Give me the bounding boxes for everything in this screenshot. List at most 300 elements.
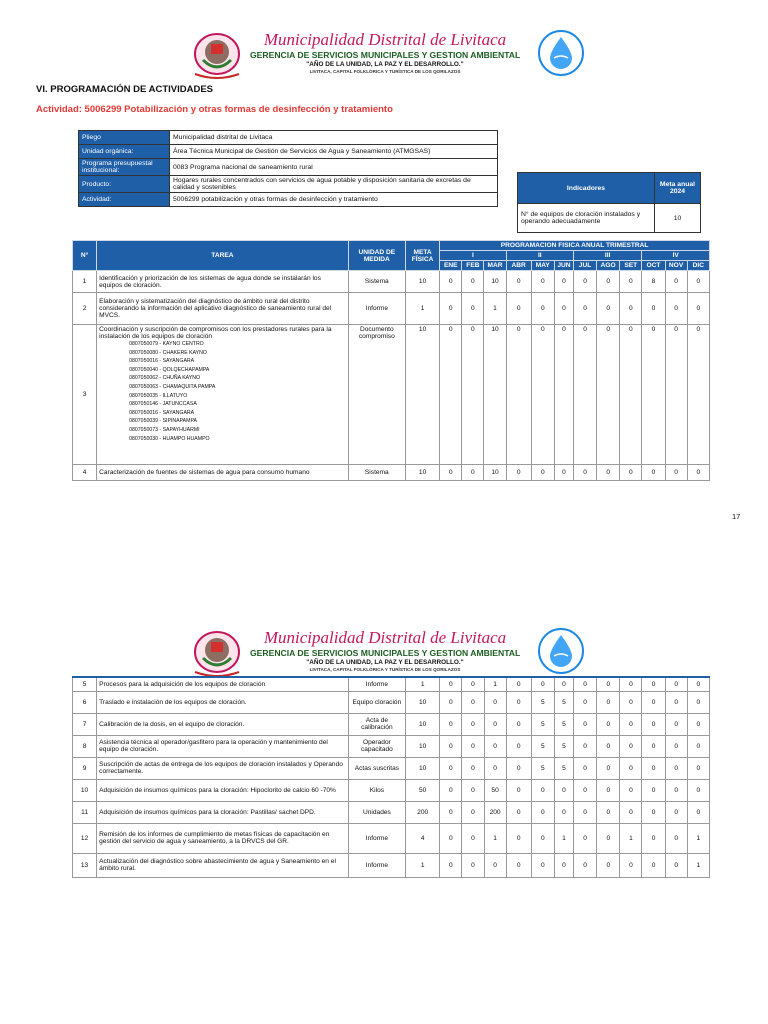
row-task: [97, 757, 349, 779]
row-month-value: 50: [484, 779, 506, 801]
info-key: Producto:: [79, 176, 170, 193]
row-month-value: 0: [506, 853, 531, 877]
table-row: [73, 465, 710, 481]
row-month-value: 0: [620, 779, 642, 801]
row-month-value: 0: [554, 293, 573, 325]
row-month-value: 0: [687, 757, 709, 779]
row-month-value: 0: [506, 801, 531, 823]
page-2: [0, 540, 768, 1024]
header-subtitle: GERENCIA DE SERVICIOS MUNICIPALES Y GESTION AMBIENTAL: [250, 50, 521, 60]
row-month-value: 0: [665, 823, 687, 853]
month-header: MAY: [531, 261, 554, 271]
row-task-text: Elaboración y sistematización del diagnóstico de ámbito rural del distrito considerando la información del aplicativo diagnóstico de saneamiento rural del MVCS.: [99, 298, 332, 319]
info-row: [79, 131, 498, 145]
row-month-value: 0: [506, 465, 531, 481]
activities-table-continued: [72, 676, 710, 878]
row-month-value: 0: [597, 325, 620, 465]
row-month-value: 0: [620, 465, 642, 481]
row-task-text: Coordinación y suscripción de compromisos con los prestadores rurales para la instalación de los equipos de cloración: [99, 326, 332, 340]
row-month-value: 0: [462, 757, 484, 779]
row-month-value: 0: [506, 735, 531, 757]
municipal-crest-logo: [189, 30, 245, 82]
row-task-text: Asistencia técnica al operador/gasfitero para la operación y mantenimiento del equipo de cloración.: [99, 739, 328, 753]
row-month-value: 0: [554, 801, 573, 823]
info-row: [79, 176, 498, 193]
activities-table: [72, 240, 710, 481]
row-task: [97, 779, 349, 801]
row-month-value: 0: [597, 853, 620, 877]
row-month-value: 0: [484, 691, 506, 713]
row-month-value: 0: [620, 801, 642, 823]
row-month-value: 0: [642, 779, 665, 801]
month-header: DIC: [687, 261, 709, 271]
row-month-value: 0: [506, 779, 531, 801]
table-row: [73, 293, 710, 325]
row-month-value: 0: [574, 735, 597, 757]
row-month-value: 0: [687, 735, 709, 757]
system-code: 0807050079 - KAYNO CENTRO: [129, 341, 204, 347]
table-row: [73, 735, 710, 757]
row-month-value: 0: [665, 853, 687, 877]
row-month-value: 0: [665, 325, 687, 465]
table-row: [73, 271, 710, 293]
header-tagline: LIVITACA, CAPITAL FOLKLÓRICA Y TURÍSTICA DE LOS QORILAZOS: [309, 667, 461, 672]
col-unit-header: UNIDAD DE MEDIDA: [348, 241, 405, 271]
row-month-value: 1: [687, 853, 709, 877]
row-meta: 4: [406, 823, 440, 853]
row-month-value: 0: [462, 677, 484, 691]
row-month-value: 5: [554, 735, 573, 757]
row-meta: 10: [406, 735, 440, 757]
row-month-value: 0: [597, 691, 620, 713]
indicator-name: N° de equipos de cloración instalados y operando adecuadamente: [518, 204, 655, 233]
row-month-value: 0: [440, 325, 462, 465]
row-month-value: 0: [531, 853, 554, 877]
row-month-value: 5: [531, 757, 554, 779]
row-month-value: 0: [665, 271, 687, 293]
row-month-value: 0: [462, 779, 484, 801]
row-month-value: 5: [554, 691, 573, 713]
row-task: [97, 801, 349, 823]
row-month-value: 0: [462, 801, 484, 823]
system-code: 0807050039 - SIPINAPAMPA: [129, 418, 197, 425]
row-task: [97, 677, 349, 691]
row-unit: Informe: [348, 853, 405, 877]
system-code: 0807050030 - HUAMPO HUAMPO: [129, 435, 210, 442]
row-month-value: 0: [484, 853, 506, 877]
month-header: NOV: [665, 261, 687, 271]
system-code: 0807050063 - CHAMAQUITA PAMPA: [129, 383, 216, 390]
row-month-value: 0: [665, 779, 687, 801]
row-month-value: 0: [531, 325, 554, 465]
info-row: [79, 145, 498, 159]
row-month-value: 0: [531, 465, 554, 481]
row-number: 13: [73, 853, 97, 877]
row-month-value: 8: [642, 271, 665, 293]
quarter-header: IV: [642, 251, 710, 261]
header-title: Municipalidad Distrital de Livitaca: [263, 30, 507, 49]
row-month-value: 0: [574, 853, 597, 877]
row-task-text: Identificación y priorización de los sistemas de agua donde se instalarán los equipos de cloración.: [99, 274, 321, 289]
info-key: Pliego: [79, 131, 170, 145]
row-month-value: 0: [462, 325, 484, 465]
row-month-value: 0: [506, 691, 531, 713]
row-unit: Informe: [348, 677, 405, 691]
row-month-value: 0: [665, 801, 687, 823]
row-number: 1: [73, 271, 97, 293]
row-month-value: 0: [531, 293, 554, 325]
activity-title: Actividad: 5006299 Potabilización y otras formas de desinfección y tratamiento: [36, 104, 393, 115]
row-month-value: 0: [440, 271, 462, 293]
row-task: [97, 735, 349, 757]
row-meta: 10: [406, 713, 440, 735]
row-month-value: 5: [531, 735, 554, 757]
row-task: [97, 713, 349, 735]
indicators-table: [517, 172, 701, 233]
system-code: 0807050016 - SAYANGARA: [129, 358, 195, 365]
row-task: [97, 465, 349, 481]
row-unit: Informe: [348, 823, 405, 853]
row-task-text: Remisión de los informes de cumplimiento de metas físicas de capacitación en gestión del servicio de agua y saneamiento, a la DRVCS del GR.: [99, 831, 330, 845]
page-header: [0, 24, 768, 84]
row-month-value: 0: [597, 779, 620, 801]
row-month-value: 0: [597, 677, 620, 691]
row-month-value: 0: [440, 735, 462, 757]
col-num-header: N°: [73, 241, 97, 271]
row-month-value: 0: [620, 713, 642, 735]
row-month-value: 0: [597, 293, 620, 325]
info-value: 0083 Programa nacional de saneamiento rural: [170, 159, 498, 176]
row-month-value: 0: [687, 691, 709, 713]
row-month-value: 0: [597, 801, 620, 823]
row-task-text: Adquisición de insumos químicos para la cloración: Pastillas/ sachet DPD.: [99, 808, 316, 816]
row-month-value: 0: [597, 823, 620, 853]
row-month-value: 0: [440, 801, 462, 823]
row-month-value: 0: [597, 735, 620, 757]
row-month-value: 0: [440, 691, 462, 713]
row-unit: Informe: [348, 293, 405, 325]
row-month-value: 0: [573, 465, 596, 481]
row-unit: Operador capacitado: [348, 735, 405, 757]
table-row: [73, 779, 710, 801]
row-month-value: 0: [440, 823, 462, 853]
row-month-value: 0: [574, 691, 597, 713]
row-unit: Actas suscritas: [348, 757, 405, 779]
month-header: OCT: [642, 261, 665, 271]
system-code: 0807050062 - CHUÑA KAYNO: [129, 375, 200, 382]
row-task-text: Calibración de la dosis, en el equipo de cloración.: [99, 720, 245, 728]
row-month-value: 0: [554, 325, 573, 465]
row-month-value: 0: [620, 735, 642, 757]
row-month-value: 0: [440, 677, 462, 691]
row-number: 11: [73, 801, 97, 823]
row-number: 9: [73, 757, 97, 779]
info-key: Actividad:: [79, 193, 170, 207]
row-month-value: 0: [462, 713, 484, 735]
row-unit: Kilos: [348, 779, 405, 801]
row-number: 5: [73, 677, 97, 691]
info-row: [79, 159, 498, 176]
row-month-value: 0: [484, 713, 506, 735]
indicator-value: 10: [655, 204, 701, 233]
row-month-value: 0: [665, 677, 687, 691]
month-header: FEB: [462, 261, 484, 271]
row-month-value: 0: [462, 823, 484, 853]
row-task: [97, 853, 349, 877]
row-unit: Unidades: [348, 801, 405, 823]
row-month-value: 0: [620, 677, 642, 691]
row-month-value: 1: [554, 823, 573, 853]
row-month-value: 0: [506, 677, 531, 691]
header-year-motto: "AÑO DE LA UNIDAD, LA PAZ Y EL DESARROLLO.": [306, 659, 464, 666]
row-month-value: 0: [554, 677, 573, 691]
row-month-value: 0: [687, 779, 709, 801]
row-month-value: 0: [687, 801, 709, 823]
row-month-value: 1: [484, 823, 506, 853]
row-unit: Sistema: [348, 465, 405, 481]
row-month-value: 0: [597, 757, 620, 779]
row-month-value: 0: [642, 713, 665, 735]
row-number: 12: [73, 823, 97, 853]
info-value: Hogares rurales concentrados con servicios de agua potable y disposición sanitaria de excretas de calidad y sostenibles: [170, 176, 498, 193]
row-month-value: 0: [620, 691, 642, 713]
system-code: 0807050073 - SAPAYHUARMI: [129, 426, 200, 433]
info-key: Unidad orgánica:: [79, 145, 170, 159]
table-row: [73, 757, 710, 779]
row-number: 7: [73, 713, 97, 735]
row-month-value: 1: [687, 823, 709, 853]
row-month-value: 0: [440, 713, 462, 735]
row-month-value: 0: [506, 293, 531, 325]
month-header: JUL: [573, 261, 596, 271]
row-month-value: 0: [620, 293, 642, 325]
row-month-value: 0: [597, 465, 620, 481]
row-month-value: 0: [642, 677, 665, 691]
row-month-value: 5: [531, 691, 554, 713]
row-meta: 10: [406, 271, 440, 293]
row-task: [97, 823, 349, 853]
row-month-value: 0: [484, 735, 506, 757]
month-header: ENE: [440, 261, 462, 271]
row-month-value: 5: [554, 713, 573, 735]
row-month-value: 0: [462, 735, 484, 757]
row-month-value: 0: [665, 735, 687, 757]
row-month-value: 5: [531, 713, 554, 735]
month-header: SET: [620, 261, 642, 271]
row-month-value: 0: [506, 823, 531, 853]
row-month-value: 0: [506, 271, 531, 293]
row-month-value: 0: [687, 713, 709, 735]
header-subtitle: GERENCIA DE SERVICIOS MUNICIPALES Y GESTION AMBIENTAL: [250, 648, 521, 658]
row-month-value: 0: [642, 757, 665, 779]
row-meta: 1: [406, 677, 440, 691]
row-month-value: 0: [554, 271, 573, 293]
row-task-text: Traslado e instalación de los equipos de cloración.: [99, 698, 247, 706]
water-drop-logo: [536, 28, 586, 78]
annual-goal-header: Meta anual 2024: [655, 173, 701, 204]
row-month-value: 0: [642, 293, 665, 325]
row-month-value: 0: [554, 465, 573, 481]
row-month-value: 0: [597, 271, 620, 293]
row-meta: 10: [406, 465, 440, 481]
month-header: JUN: [554, 261, 573, 271]
row-task-text: Caracterización de fuentes de sistemas de agua para consumo humano: [99, 469, 310, 476]
table-row: [73, 853, 710, 877]
row-month-value: 1: [484, 677, 506, 691]
row-month-value: 0: [687, 677, 709, 691]
row-month-value: 0: [462, 293, 484, 325]
row-month-value: 0: [574, 801, 597, 823]
header-title: Municipalidad Distrital de Livitaca: [263, 628, 507, 647]
system-code: 0807050035 - ILLATUYO: [129, 392, 188, 399]
row-month-value: 0: [506, 325, 531, 465]
info-table: [78, 130, 498, 207]
table-row: [73, 801, 710, 823]
month-header: MAR: [484, 261, 506, 271]
row-month-value: 0: [554, 853, 573, 877]
row-month-value: 0: [440, 465, 462, 481]
row-month-value: 0: [574, 823, 597, 853]
row-month-value: 0: [573, 325, 596, 465]
water-drop-logo: [536, 626, 586, 676]
row-month-value: 0: [531, 823, 554, 853]
row-month-value: 0: [687, 465, 709, 481]
row-month-value: 0: [687, 293, 709, 325]
row-month-value: 0: [665, 465, 687, 481]
row-month-value: 0: [642, 465, 665, 481]
row-unit: Documento compromiso: [348, 325, 405, 465]
col-meta-header: META FÍSICA: [406, 241, 440, 271]
table-row: [73, 713, 710, 735]
quarter-header: I: [440, 251, 506, 261]
system-code: 0807050080 - CHAKERE KAYNO: [129, 349, 207, 356]
row-month-value: 1: [620, 823, 642, 853]
info-value: Área Técnica Municipal de Gestión de Servicios de Agua y Saneamiento (ATMGSAS): [170, 145, 498, 159]
row-month-value: 0: [440, 853, 462, 877]
row-month-value: 10: [484, 325, 506, 465]
row-month-value: 0: [440, 779, 462, 801]
row-month-value: 1: [484, 293, 506, 325]
row-task-text: Suscripción de actas de entrega de los equipos de cloración instalados y Operando correctamente.: [99, 761, 343, 775]
row-month-value: 0: [531, 271, 554, 293]
row-month-value: 0: [597, 713, 620, 735]
activities-table-body: [73, 271, 710, 481]
info-row: [79, 193, 498, 207]
row-month-value: 0: [531, 677, 554, 691]
row-month-value: 0: [462, 465, 484, 481]
row-month-value: 0: [462, 271, 484, 293]
indicators-header: Indicadores: [518, 173, 655, 204]
row-month-value: 0: [531, 779, 554, 801]
row-month-value: 0: [462, 853, 484, 877]
row-month-value: 0: [554, 779, 573, 801]
row-month-value: 0: [642, 801, 665, 823]
row-month-value: 0: [573, 271, 596, 293]
row-month-value: 0: [484, 757, 506, 779]
page-number: 17: [732, 512, 741, 521]
month-header: AGO: [597, 261, 620, 271]
row-unit: Sistema: [348, 271, 405, 293]
municipal-crest-logo: [189, 628, 245, 680]
row-month-value: 0: [620, 757, 642, 779]
row-month-value: 0: [642, 325, 665, 465]
header-tagline: LIVITACA, CAPITAL FOLKLÓRICA Y TURÍSTICA DE LOS QORILAZOS: [309, 69, 461, 74]
row-task: [97, 325, 349, 465]
table-row: [73, 823, 710, 853]
row-month-value: 5: [554, 757, 573, 779]
row-month-value: 10: [484, 465, 506, 481]
row-meta: 10: [406, 691, 440, 713]
row-month-value: 0: [620, 325, 642, 465]
row-month-value: 0: [642, 823, 665, 853]
table-row: [73, 325, 710, 465]
row-month-value: 0: [642, 735, 665, 757]
row-number: 2: [73, 293, 97, 325]
row-task: [97, 691, 349, 713]
row-unit: Equipo cloración: [348, 691, 405, 713]
row-task-text: Adquisición de insumos químicos para la cloración: Hipoclorito de calcio 60 -70%: [99, 786, 336, 794]
month-header: ABR: [506, 261, 531, 271]
row-number: 10: [73, 779, 97, 801]
row-month-value: 0: [506, 713, 531, 735]
row-number: 8: [73, 735, 97, 757]
row-month-value: 0: [665, 691, 687, 713]
row-month-value: 0: [665, 713, 687, 735]
activities-table-body: [73, 677, 710, 877]
page-header: [0, 622, 768, 682]
quarter-header: III: [573, 251, 641, 261]
system-code: 0807050146 - JATUNCCASA: [129, 401, 197, 408]
row-month-value: 0: [574, 677, 597, 691]
row-number: 6: [73, 691, 97, 713]
info-key: Programa presupuestal institucional:: [79, 159, 170, 176]
row-month-value: 200: [484, 801, 506, 823]
row-month-value: 0: [440, 757, 462, 779]
row-month-value: 0: [687, 325, 709, 465]
row-unit: Acta de calibración: [348, 713, 405, 735]
row-meta: 10: [406, 757, 440, 779]
row-month-value: 0: [573, 293, 596, 325]
info-value: 5006299 potabilización y otras formas de desinfección y tratamiento: [170, 193, 498, 207]
table-row: [73, 691, 710, 713]
row-month-value: 0: [574, 713, 597, 735]
system-code: 0807050040 - QOLQECHAPAMPA: [129, 366, 210, 373]
row-month-value: 0: [642, 853, 665, 877]
row-month-value: 0: [687, 271, 709, 293]
header-year-motto: "AÑO DE LA UNIDAD, LA PAZ Y EL DESARROLLO.": [306, 61, 464, 68]
row-month-value: 0: [642, 691, 665, 713]
row-number: 4: [73, 465, 97, 481]
row-meta: 1: [406, 293, 440, 325]
section-title: VI. PROGRAMACIÓN DE ACTIVIDADES: [36, 84, 213, 95]
col-prog-header: PROGRAMACION FISICA ANUAL TRIMESTRAL: [440, 241, 710, 251]
row-month-value: 0: [620, 853, 642, 877]
row-month-value: 0: [531, 801, 554, 823]
system-code: 0807050016 - SAYANGARA: [129, 409, 195, 416]
row-month-value: 0: [620, 271, 642, 293]
row-month-value: 0: [506, 757, 531, 779]
row-meta: 50: [406, 779, 440, 801]
row-task: [97, 271, 349, 293]
table-row: [73, 677, 710, 691]
row-month-value: 0: [462, 691, 484, 713]
row-meta: 10: [406, 325, 440, 465]
row-task-text: Procesos para la adquisición de los equipos de cloración: [99, 680, 266, 688]
info-value: Municipalidad distrital de Livitaca: [170, 131, 498, 145]
row-month-value: 0: [665, 293, 687, 325]
row-task-text: Actualización del diagnóstico sobre abastecimiento de agua y Saneamiento en el ámbito rural.: [99, 858, 336, 872]
row-month-value: 10: [484, 271, 506, 293]
